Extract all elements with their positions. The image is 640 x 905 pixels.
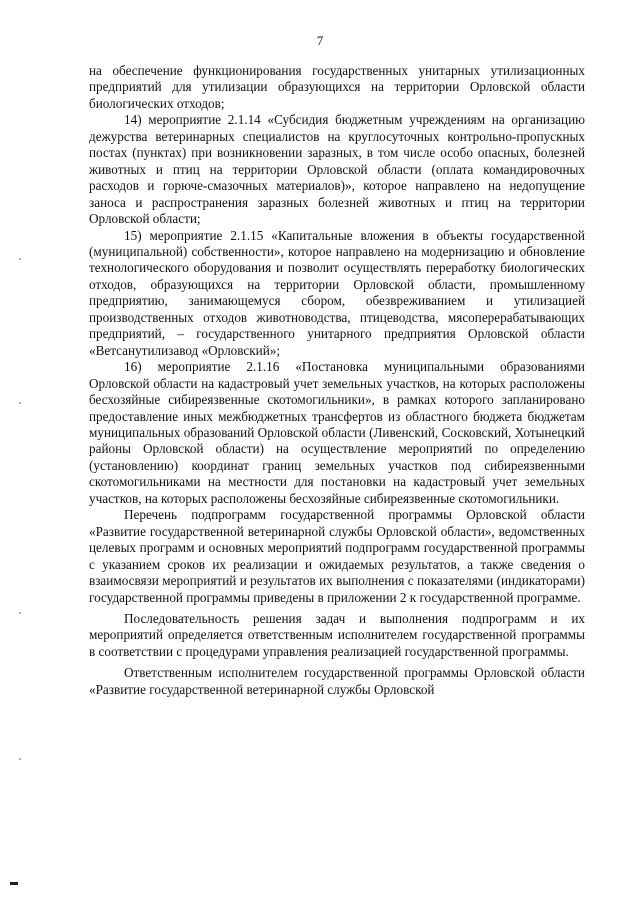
scan-speck bbox=[19, 402, 21, 404]
document-body bbox=[89, 63, 585, 698]
scan-edge-mark bbox=[10, 882, 18, 885]
paragraph-responsible-executor: Ответственным исполнителем государственной программы Орловской области «Развитие государственной ветеринарной службы Орловской bbox=[89, 665, 585, 697]
paragraph-utilization-continuation: на обеспечение функционирования государственных унитарных утилизационных предприятий для утилизации образующихся на территории Орловской области биологических отходов; bbox=[89, 63, 585, 111]
paragraph-measure-2-1-15: 15) мероприятие 2.1.15 «Капитальные вложения в объекты государственной (муниципальной) собственности», которое направлено на модернизацию и обновление технологического оборудования и позволит осуществлять переработку биологических отходов, образующихся на территории Орловской области, промышленному предприятию, занимающемуся сбором, обезвреживанием и утилизацией производственных отходов животноводства, птицеводства, мясоперерабатывающих предприятий, – государственного унитарного предприятия Орловской области «Ветсанутилизавод «Орловский»; bbox=[89, 227, 585, 358]
paragraph-measure-2-1-16: 16) мероприятие 2.1.16 «Постановка муниципальными образованиями Орловской области на кадастровый учет земельных участков, на которых расположены бесхозяйные сибиреязвенные скотомогильники», в рамках которого запланировано предоставление иных межбюджетных трансфертов из областного бюджета бюджетам муниципальных образований Орловской области (Ливенский, Сосковский, Хотынецкий районы Орловской области) на осуществление мероприятий по определению (установлению) координат границ земельных участков под сибиреязвенными скотомогильниками на местности для постановки на кадастровый учет земельных участков, на которых расположены бесхозяйные сибиреязвенные скотомогильники. bbox=[89, 359, 585, 506]
paragraph-subprogram-list: Перечень подпрограмм государственной программы Орловской области «Развитие государственной ветеринарной службы Орловской области», ведомственных целевых программ и основных мероприятий подпрограмм государственной программы с указанием сроков их реализации и ожидаемых результатов, а также сведения о взаимосвязи мероприятий и результатов их выполнения с показателями (индикаторами) государственной программы приведены в приложении 2 к государственной программе. bbox=[89, 507, 585, 605]
paragraph-measure-2-1-14: 14) мероприятие 2.1.14 «Субсидия бюджетным учреждениям на организацию дежурства ветеринарных специалистов на круглосуточных контрольно-пропускных постах (пунктах) при возникновении заразных, в том числе особо опасных, болезней животных и птиц на территории Орловской области (оплата командировочных расходов и горюче-смазочных материалов)», которое направлено на недопущение заноса и распространения заразных болезней животных и птиц на территории Орловской области; bbox=[89, 112, 585, 227]
scan-speck bbox=[19, 258, 21, 260]
scan-speck bbox=[19, 758, 21, 760]
scan-speck bbox=[19, 612, 21, 614]
paragraph-task-sequence: Последовательность решения задач и выполнения подпрограмм и их мероприятий определяется ответственным исполнителем государственной программы в соответствии с процедурами управления реализацией государственной программы. bbox=[89, 610, 585, 659]
page-number: 7 bbox=[316, 33, 324, 48]
